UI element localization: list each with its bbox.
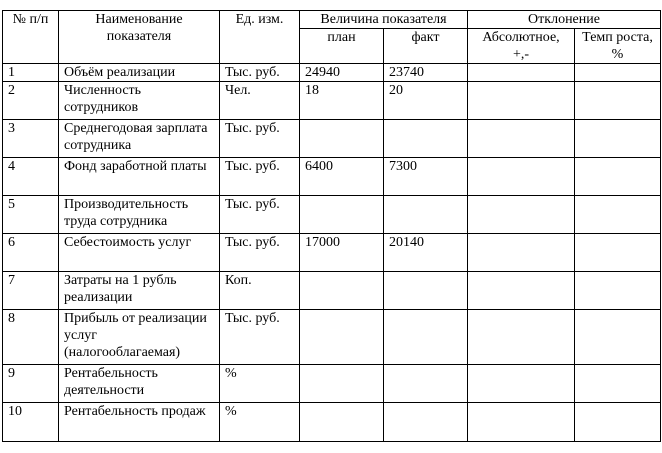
cell-growth-rate bbox=[575, 403, 661, 442]
header-absolute: Абсолютное, +,- bbox=[468, 29, 575, 64]
cell-growth-rate bbox=[575, 196, 661, 234]
cell-num: 7 bbox=[3, 272, 59, 310]
cell-absolute bbox=[468, 64, 575, 82]
header-row bbox=[3, 11, 661, 29]
cell-unit: Тыс. руб. bbox=[220, 234, 300, 272]
cell-fact: 7300 bbox=[384, 158, 468, 196]
cell-name: Себестоимость услуг bbox=[59, 234, 220, 272]
header-fact: факт bbox=[384, 29, 468, 64]
cell-unit: % bbox=[220, 403, 300, 442]
cell-plan: 24940 bbox=[300, 64, 384, 82]
cell-growth-rate bbox=[575, 234, 661, 272]
cell-name: Среднегодовая зарплата сотрудника bbox=[59, 120, 220, 158]
cell-unit: Тыс. руб. bbox=[220, 158, 300, 196]
cell-unit: Чел. bbox=[220, 82, 300, 120]
cell-plan bbox=[300, 272, 384, 310]
cell-plan bbox=[300, 196, 384, 234]
table-row bbox=[3, 403, 661, 442]
header-deviation-group: Отклонение bbox=[468, 11, 661, 29]
cell-num: 4 bbox=[3, 158, 59, 196]
cell-fact bbox=[384, 403, 468, 442]
cell-absolute bbox=[468, 403, 575, 442]
table-row bbox=[3, 196, 661, 234]
header-plan: план bbox=[300, 29, 384, 64]
cell-num: 2 bbox=[3, 82, 59, 120]
cell-absolute bbox=[468, 272, 575, 310]
cell-unit: Тыс. руб. bbox=[220, 64, 300, 82]
table-row bbox=[3, 120, 661, 158]
cell-plan bbox=[300, 365, 384, 403]
header-name: Наименование показателя bbox=[59, 11, 220, 64]
cell-plan: 6400 bbox=[300, 158, 384, 196]
cell-absolute bbox=[468, 120, 575, 158]
table-row bbox=[3, 272, 661, 310]
cell-growth-rate bbox=[575, 64, 661, 82]
cell-plan: 17000 bbox=[300, 234, 384, 272]
cell-name: Рентабельность деятельности bbox=[59, 365, 220, 403]
cell-fact bbox=[384, 272, 468, 310]
cell-plan bbox=[300, 120, 384, 158]
cell-absolute bbox=[468, 82, 575, 120]
cell-num: 6 bbox=[3, 234, 59, 272]
cell-num: 10 bbox=[3, 403, 59, 442]
cell-fact: 20 bbox=[384, 82, 468, 120]
cell-growth-rate bbox=[575, 82, 661, 120]
cell-unit: Тыс. руб. bbox=[220, 310, 300, 365]
cell-fact: 23740 bbox=[384, 64, 468, 82]
table-row bbox=[3, 82, 661, 120]
header-num: № п/п bbox=[3, 11, 59, 64]
cell-fact bbox=[384, 196, 468, 234]
cell-unit: Тыс. руб. bbox=[220, 196, 300, 234]
header-growth-rate: Темп роста, % bbox=[575, 29, 661, 64]
header-value-group: Величина показателя bbox=[300, 11, 468, 29]
table-row bbox=[3, 158, 661, 196]
cell-plan: 18 bbox=[300, 82, 384, 120]
cell-fact bbox=[384, 310, 468, 365]
cell-name: Производительность труда сотрудника bbox=[59, 196, 220, 234]
table-row bbox=[3, 310, 661, 365]
cell-absolute bbox=[468, 310, 575, 365]
cell-plan bbox=[300, 403, 384, 442]
table-row bbox=[3, 365, 661, 403]
cell-fact: 20140 bbox=[384, 234, 468, 272]
indicators-table bbox=[2, 10, 661, 442]
cell-unit: Тыс. руб. bbox=[220, 120, 300, 158]
header-unit: Ед. изм. bbox=[220, 11, 300, 64]
cell-absolute bbox=[468, 196, 575, 234]
cell-absolute bbox=[468, 234, 575, 272]
cell-absolute bbox=[468, 158, 575, 196]
cell-name: Объём реализации bbox=[59, 64, 220, 82]
cell-growth-rate bbox=[575, 158, 661, 196]
cell-growth-rate bbox=[575, 272, 661, 310]
cell-unit: % bbox=[220, 365, 300, 403]
cell-num: 9 bbox=[3, 365, 59, 403]
cell-growth-rate bbox=[575, 310, 661, 365]
cell-name: Фонд заработной платы bbox=[59, 158, 220, 196]
cell-num: 1 bbox=[3, 64, 59, 82]
cell-fact bbox=[384, 120, 468, 158]
cell-plan bbox=[300, 310, 384, 365]
cell-growth-rate bbox=[575, 365, 661, 403]
cell-num: 5 bbox=[3, 196, 59, 234]
cell-growth-rate bbox=[575, 120, 661, 158]
cell-absolute bbox=[468, 365, 575, 403]
cell-unit: Коп. bbox=[220, 272, 300, 310]
cell-name: Численность сотрудников bbox=[59, 82, 220, 120]
cell-name: Затраты на 1 рубль реализации bbox=[59, 272, 220, 310]
table-row bbox=[3, 64, 661, 82]
cell-num: 8 bbox=[3, 310, 59, 365]
table-row bbox=[3, 234, 661, 272]
cell-name: Прибыль от реализации услуг (налогооблагаемая) bbox=[59, 310, 220, 365]
cell-fact bbox=[384, 365, 468, 403]
cell-name: Рентабельность продаж bbox=[59, 403, 220, 442]
cell-num: 3 bbox=[3, 120, 59, 158]
